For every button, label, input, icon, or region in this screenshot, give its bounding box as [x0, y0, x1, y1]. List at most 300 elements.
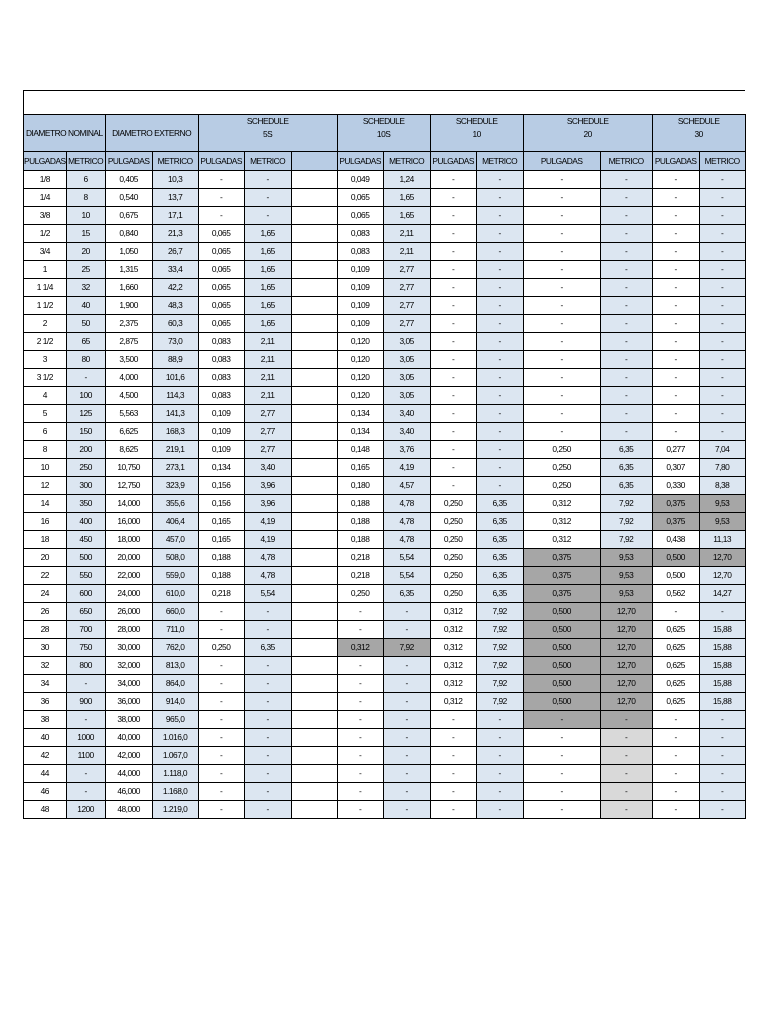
cell-sch5s-metrico: - [244, 765, 291, 783]
cell-sch20-metrico: - [600, 297, 652, 315]
subheader-metrico: METRICO [244, 152, 291, 171]
cell-nominal-metrico: 6 [66, 171, 105, 189]
cell-externo-pulgadas: 6,625 [105, 423, 152, 441]
cell-sch10-pulgadas: - [430, 459, 476, 477]
spacer-cell [291, 333, 337, 351]
cell-externo-metrico: 168,3 [152, 423, 198, 441]
cell-sch5s-metrico: - [244, 603, 291, 621]
cell-nominal-pulgadas: 34 [24, 675, 67, 693]
cell-sch30-pulgadas: - [652, 297, 699, 315]
cell-externo-pulgadas: 1,315 [105, 261, 152, 279]
cell-sch5s-pulgadas: - [198, 783, 244, 801]
cell-externo-pulgadas: 0,840 [105, 225, 152, 243]
cell-sch5s-metrico: - [244, 729, 291, 747]
schedule-label: SCHEDULE [362, 116, 405, 126]
cell-externo-metrico: 1.067,0 [152, 747, 198, 765]
cell-sch10s-metrico: 5,54 [383, 567, 430, 585]
cell-sch5s-pulgadas: - [198, 189, 244, 207]
cell-nominal-metrico: - [66, 711, 105, 729]
cell-sch5s-pulgadas: 0,188 [198, 549, 244, 567]
cell-sch30-pulgadas: 0,625 [652, 675, 699, 693]
cell-sch20-pulgadas: - [523, 801, 600, 819]
cell-nominal-pulgadas: 16 [24, 513, 67, 531]
cell-sch10-metrico: 6,35 [476, 549, 523, 567]
cell-sch10s-pulgadas: 0,188 [337, 531, 383, 549]
cell-sch20-pulgadas: - [523, 405, 600, 423]
table-row [24, 297, 746, 315]
cell-sch30-metrico: 7,80 [699, 459, 745, 477]
cell-sch20-metrico: 12,70 [600, 693, 652, 711]
cell-sch10s-pulgadas: 0,049 [337, 171, 383, 189]
cell-externo-metrico: 1.016,0 [152, 729, 198, 747]
cell-nominal-pulgadas: 42 [24, 747, 67, 765]
cell-sch10-metrico: 7,92 [476, 693, 523, 711]
subheader-metrico: METRICO [476, 152, 523, 171]
cell-sch10s-pulgadas: 0,120 [337, 333, 383, 351]
cell-sch20-pulgadas: 0,500 [523, 603, 600, 621]
cell-sch10-pulgadas: - [430, 171, 476, 189]
cell-sch10-metrico: 7,92 [476, 657, 523, 675]
cell-nominal-metrico: - [66, 765, 105, 783]
cell-externo-metrico: 406,4 [152, 513, 198, 531]
cell-sch5s-pulgadas: - [198, 657, 244, 675]
cell-externo-pulgadas: 0,675 [105, 207, 152, 225]
cell-sch5s-metrico: 2,11 [244, 333, 291, 351]
cell-nominal-metrico: 150 [66, 423, 105, 441]
schedule-number: 10 [472, 129, 481, 140]
spacer-cell [291, 621, 337, 639]
cell-sch10-metrico: - [476, 333, 523, 351]
cell-sch10-pulgadas: 0,250 [430, 567, 476, 585]
cell-sch20-pulgadas: - [523, 351, 600, 369]
cell-nominal-metrico: 10 [66, 207, 105, 225]
cell-sch30-metrico: 15,88 [699, 621, 745, 639]
cell-sch5s-metrico: 4,78 [244, 549, 291, 567]
cell-sch5s-pulgadas: - [198, 747, 244, 765]
cell-sch20-metrico: - [600, 387, 652, 405]
cell-sch10-pulgadas: 0,250 [430, 513, 476, 531]
cell-sch5s-pulgadas: - [198, 729, 244, 747]
cell-sch10s-metrico: - [383, 657, 430, 675]
spacer-cell [291, 459, 337, 477]
cell-sch10-pulgadas: - [430, 261, 476, 279]
cell-externo-metrico: 48,3 [152, 297, 198, 315]
table-row [24, 513, 746, 531]
cell-sch10s-pulgadas: 0,120 [337, 369, 383, 387]
cell-sch10-metrico: - [476, 207, 523, 225]
cell-sch5s-pulgadas: 0,156 [198, 477, 244, 495]
cell-externo-pulgadas: 26,000 [105, 603, 152, 621]
cell-sch5s-metrico: - [244, 747, 291, 765]
cell-externo-metrico: 508,0 [152, 549, 198, 567]
cell-sch5s-pulgadas: 0,065 [198, 297, 244, 315]
cell-sch10-metrico: 6,35 [476, 567, 523, 585]
subheader-pulgadas: PULGADAS [198, 152, 244, 171]
cell-sch10-pulgadas: - [430, 441, 476, 459]
cell-sch5s-metrico: 2,77 [244, 441, 291, 459]
cell-sch5s-pulgadas: 0,109 [198, 441, 244, 459]
cell-sch10s-metrico: - [383, 693, 430, 711]
spacer-cell [291, 225, 337, 243]
cell-sch30-metrico: - [699, 747, 745, 765]
cell-sch10-metrico: - [476, 747, 523, 765]
cell-sch30-pulgadas: 0,500 [652, 549, 699, 567]
table-row [24, 225, 746, 243]
cell-sch5s-pulgadas: 0,083 [198, 387, 244, 405]
cell-externo-metrico: 273,1 [152, 459, 198, 477]
cell-sch5s-metrico: - [244, 675, 291, 693]
cell-sch10s-pulgadas: - [337, 747, 383, 765]
cell-sch10s-pulgadas: - [337, 657, 383, 675]
cell-nominal-metrico: 300 [66, 477, 105, 495]
cell-sch20-metrico: 12,70 [600, 657, 652, 675]
spacer-cell [291, 495, 337, 513]
cell-sch20-metrico: - [600, 765, 652, 783]
cell-sch5s-metrico: 2,11 [244, 387, 291, 405]
cell-sch5s-metrico: 3,96 [244, 477, 291, 495]
cell-nominal-metrico: 700 [66, 621, 105, 639]
cell-sch5s-metrico: - [244, 801, 291, 819]
table-row [24, 405, 746, 423]
cell-sch5s-pulgadas: 0,218 [198, 585, 244, 603]
subheader-metrico: METRICO [152, 152, 198, 171]
spacer-cell [291, 801, 337, 819]
cell-sch10-pulgadas: - [430, 189, 476, 207]
cell-sch5s-pulgadas: 0,083 [198, 369, 244, 387]
cell-sch10s-metrico: 2,77 [383, 279, 430, 297]
sheet-top-border [23, 90, 745, 115]
cell-sch5s-metrico: 1,65 [244, 261, 291, 279]
table-row [24, 531, 746, 549]
cell-externo-pulgadas: 46,000 [105, 783, 152, 801]
table-row [24, 711, 746, 729]
cell-sch20-metrico: 12,70 [600, 639, 652, 657]
cell-nominal-pulgadas: 48 [24, 801, 67, 819]
cell-externo-metrico: 762,0 [152, 639, 198, 657]
cell-sch10-metrico: - [476, 477, 523, 495]
cell-sch5s-metrico: 1,65 [244, 297, 291, 315]
cell-sch20-pulgadas: 0,500 [523, 639, 600, 657]
schedule-number: 10S [376, 129, 391, 140]
cell-externo-metrico: 914,0 [152, 693, 198, 711]
cell-sch5s-pulgadas: 0,165 [198, 531, 244, 549]
spacer-cell [291, 189, 337, 207]
cell-sch30-metrico: 15,88 [699, 639, 745, 657]
cell-sch30-metrico: - [699, 261, 745, 279]
cell-externo-pulgadas: 48,000 [105, 801, 152, 819]
spacer-cell [291, 747, 337, 765]
cell-sch20-metrico: - [600, 333, 652, 351]
cell-sch10s-pulgadas: 0,188 [337, 495, 383, 513]
cell-sch10-metrico: - [476, 711, 523, 729]
cell-sch10-metrico: - [476, 351, 523, 369]
cell-externo-pulgadas: 16,000 [105, 513, 152, 531]
cell-sch20-metrico: - [600, 729, 652, 747]
cell-sch5s-metrico: 1,65 [244, 315, 291, 333]
cell-externo-metrico: 965,0 [152, 711, 198, 729]
cell-sch30-metrico: - [699, 711, 745, 729]
cell-sch20-pulgadas: - [523, 189, 600, 207]
cell-nominal-pulgadas: 3 1/2 [24, 369, 67, 387]
cell-sch20-pulgadas: - [523, 243, 600, 261]
cell-sch5s-metrico: 3,96 [244, 495, 291, 513]
header-diametro-nominal: DIAMETRO NOMINAL [24, 115, 106, 152]
table-row [24, 189, 746, 207]
cell-sch5s-metrico: - [244, 783, 291, 801]
cell-nominal-pulgadas: 1 [24, 261, 67, 279]
cell-nominal-metrico: - [66, 369, 105, 387]
cell-nominal-pulgadas: 2 1/2 [24, 333, 67, 351]
cell-sch30-metrico: 15,88 [699, 693, 745, 711]
cell-nominal-metrico: 15 [66, 225, 105, 243]
cell-nominal-metrico: 20 [66, 243, 105, 261]
cell-sch10-pulgadas: - [430, 423, 476, 441]
cell-externo-metrico: 88,9 [152, 351, 198, 369]
cell-sch20-pulgadas: - [523, 783, 600, 801]
schedule-number: 5S [263, 129, 273, 140]
table-row [24, 693, 746, 711]
spacer-cell [291, 765, 337, 783]
cell-nominal-metrico: 32 [66, 279, 105, 297]
cell-nominal-pulgadas: 1/8 [24, 171, 67, 189]
cell-nominal-pulgadas: 36 [24, 693, 67, 711]
cell-nominal-metrico: 25 [66, 261, 105, 279]
header-schedule-20 [523, 115, 652, 152]
table-row [24, 423, 746, 441]
cell-sch30-metrico: - [699, 225, 745, 243]
cell-externo-pulgadas: 40,000 [105, 729, 152, 747]
cell-sch30-metrico: - [699, 189, 745, 207]
table-row [24, 459, 746, 477]
cell-sch20-metrico: 7,92 [600, 531, 652, 549]
cell-sch20-pulgadas: - [523, 333, 600, 351]
cell-sch20-metrico: - [600, 171, 652, 189]
cell-sch20-pulgadas: 0,375 [523, 567, 600, 585]
cell-sch10s-pulgadas: 0,250 [337, 585, 383, 603]
cell-sch20-pulgadas: 0,250 [523, 459, 600, 477]
cell-sch5s-pulgadas: 0,156 [198, 495, 244, 513]
cell-externo-metrico: 21,3 [152, 225, 198, 243]
spacer-cell [291, 243, 337, 261]
cell-sch30-pulgadas: 0,375 [652, 495, 699, 513]
cell-sch10-metrico: 6,35 [476, 585, 523, 603]
cell-sch30-metrico: - [699, 801, 745, 819]
cell-sch5s-pulgadas: - [198, 675, 244, 693]
cell-externo-metrico: 457,0 [152, 531, 198, 549]
cell-sch30-pulgadas: - [652, 369, 699, 387]
cell-sch5s-metrico: 2,77 [244, 423, 291, 441]
cell-sch30-pulgadas: - [652, 747, 699, 765]
cell-nominal-pulgadas: 24 [24, 585, 67, 603]
subheader-pulgadas: PULGADAS [430, 152, 476, 171]
cell-nominal-metrico: 50 [66, 315, 105, 333]
cell-sch10-pulgadas: - [430, 747, 476, 765]
cell-sch30-pulgadas: - [652, 315, 699, 333]
cell-externo-metrico: 864,0 [152, 675, 198, 693]
cell-sch10-metrico: 6,35 [476, 495, 523, 513]
cell-sch20-pulgadas: - [523, 369, 600, 387]
cell-sch30-pulgadas: - [652, 729, 699, 747]
cell-sch10s-pulgadas: 0,148 [337, 441, 383, 459]
cell-nominal-metrico: 550 [66, 567, 105, 585]
cell-sch10-pulgadas: - [430, 333, 476, 351]
cell-sch30-pulgadas: - [652, 261, 699, 279]
spacer-cell [291, 207, 337, 225]
cell-nominal-pulgadas: 1/4 [24, 189, 67, 207]
cell-sch10-metrico: - [476, 801, 523, 819]
cell-sch10-pulgadas: - [430, 729, 476, 747]
cell-sch10s-pulgadas: 0,120 [337, 387, 383, 405]
cell-sch10s-pulgadas: 0,083 [337, 243, 383, 261]
cell-externo-pulgadas: 5,563 [105, 405, 152, 423]
cell-sch10-pulgadas: - [430, 297, 476, 315]
cell-sch10-metrico: - [476, 441, 523, 459]
cell-sch30-pulgadas: - [652, 207, 699, 225]
cell-sch5s-metrico: 4,19 [244, 531, 291, 549]
cell-externo-metrico: 10,3 [152, 171, 198, 189]
cell-sch10s-metrico: 4,57 [383, 477, 430, 495]
cell-sch20-metrico: - [600, 801, 652, 819]
cell-nominal-pulgadas: 38 [24, 711, 67, 729]
cell-nominal-metrico: 1000 [66, 729, 105, 747]
cell-externo-metrico: 1.118,0 [152, 765, 198, 783]
cell-nominal-metrico: 125 [66, 405, 105, 423]
cell-sch5s-pulgadas: - [198, 693, 244, 711]
spacer-cell [291, 369, 337, 387]
cell-sch5s-pulgadas: 0,109 [198, 405, 244, 423]
spacer-cell [291, 549, 337, 567]
cell-sch10s-pulgadas: - [337, 621, 383, 639]
cell-nominal-metrico: 65 [66, 333, 105, 351]
spacer-cell [291, 567, 337, 585]
cell-sch30-pulgadas: 0,625 [652, 621, 699, 639]
cell-sch30-pulgadas: - [652, 351, 699, 369]
spacer-cell [291, 477, 337, 495]
table-body [24, 171, 746, 819]
cell-externo-metrico: 559,0 [152, 567, 198, 585]
subheader-empty [291, 152, 337, 171]
cell-nominal-metrico: 750 [66, 639, 105, 657]
subheader-pulgadas: PULGADAS [24, 152, 67, 171]
cell-nominal-metrico: 400 [66, 513, 105, 531]
cell-sch5s-pulgadas: 0,065 [198, 243, 244, 261]
cell-sch20-metrico: - [600, 369, 652, 387]
cell-sch10-pulgadas: - [430, 801, 476, 819]
cell-sch20-metrico: 7,92 [600, 495, 652, 513]
cell-sch30-pulgadas: 0,625 [652, 693, 699, 711]
cell-sch30-pulgadas: 0,330 [652, 477, 699, 495]
cell-nominal-pulgadas: 40 [24, 729, 67, 747]
cell-sch20-metrico: - [600, 261, 652, 279]
cell-sch30-pulgadas: - [652, 423, 699, 441]
cell-nominal-pulgadas: 18 [24, 531, 67, 549]
cell-sch5s-metrico: 4,19 [244, 513, 291, 531]
cell-sch10s-pulgadas: 0,134 [337, 423, 383, 441]
spacer-cell [291, 441, 337, 459]
cell-nominal-metrico: 250 [66, 459, 105, 477]
cell-nominal-pulgadas: 32 [24, 657, 67, 675]
cell-sch20-metrico: 9,53 [600, 549, 652, 567]
cell-sch10-pulgadas: - [430, 315, 476, 333]
cell-sch10-pulgadas: - [430, 783, 476, 801]
cell-sch10-pulgadas: - [430, 711, 476, 729]
schedule-number: 20 [583, 129, 592, 140]
cell-sch10-metrico: - [476, 243, 523, 261]
cell-sch30-metrico: - [699, 765, 745, 783]
table-row [24, 567, 746, 585]
cell-sch10-metrico: 7,92 [476, 603, 523, 621]
cell-sch30-metrico: - [699, 423, 745, 441]
spacer-cell [291, 657, 337, 675]
cell-sch20-metrico: - [600, 207, 652, 225]
cell-nominal-metrico: - [66, 783, 105, 801]
cell-externo-pulgadas: 34,000 [105, 675, 152, 693]
cell-sch10-metrico: 6,35 [476, 513, 523, 531]
cell-sch10s-metrico: - [383, 801, 430, 819]
cell-sch30-pulgadas: - [652, 171, 699, 189]
cell-sch10-pulgadas: - [430, 243, 476, 261]
cell-sch10-metrico: - [476, 189, 523, 207]
cell-sch10-metrico: 6,35 [476, 531, 523, 549]
spacer-cell [291, 351, 337, 369]
spacer-cell [291, 675, 337, 693]
cell-sch30-pulgadas: - [652, 333, 699, 351]
table-row [24, 747, 746, 765]
cell-sch20-pulgadas: - [523, 207, 600, 225]
cell-sch20-pulgadas: - [523, 765, 600, 783]
cell-externo-pulgadas: 8,625 [105, 441, 152, 459]
cell-sch30-pulgadas: - [652, 765, 699, 783]
cell-sch10s-metrico: - [383, 675, 430, 693]
cell-nominal-pulgadas: 8 [24, 441, 67, 459]
cell-sch20-metrico: 12,70 [600, 621, 652, 639]
cell-externo-metrico: 323,9 [152, 477, 198, 495]
cell-sch10-metrico: - [476, 315, 523, 333]
cell-sch30-metrico: 15,88 [699, 657, 745, 675]
cell-externo-pulgadas: 1,900 [105, 297, 152, 315]
cell-externo-pulgadas: 28,000 [105, 621, 152, 639]
cell-externo-pulgadas: 24,000 [105, 585, 152, 603]
cell-sch10s-metrico: 4,19 [383, 459, 430, 477]
cell-sch10s-metrico: 4,78 [383, 513, 430, 531]
table-row [24, 369, 746, 387]
cell-sch30-pulgadas: 0,307 [652, 459, 699, 477]
table-row [24, 315, 746, 333]
cell-sch30-metrico: - [699, 333, 745, 351]
cell-sch10s-pulgadas: 0,188 [337, 513, 383, 531]
table-row [24, 621, 746, 639]
cell-externo-metrico: 813,0 [152, 657, 198, 675]
cell-nominal-pulgadas: 2 [24, 315, 67, 333]
table-row [24, 639, 746, 657]
cell-sch10s-pulgadas: 0,083 [337, 225, 383, 243]
cell-nominal-metrico: 450 [66, 531, 105, 549]
table-row [24, 549, 746, 567]
cell-nominal-metrico: 1100 [66, 747, 105, 765]
cell-sch10s-pulgadas: 0,065 [337, 189, 383, 207]
spacer-cell [291, 315, 337, 333]
cell-sch10-metrico: - [476, 423, 523, 441]
cell-externo-pulgadas: 44,000 [105, 765, 152, 783]
cell-externo-pulgadas: 20,000 [105, 549, 152, 567]
cell-nominal-metrico: 100 [66, 387, 105, 405]
cell-nominal-pulgadas: 28 [24, 621, 67, 639]
cell-sch30-metrico: - [699, 783, 745, 801]
cell-sch30-metrico: 7,04 [699, 441, 745, 459]
schedule-label: SCHEDULE [246, 116, 289, 126]
cell-sch10s-pulgadas: 0,218 [337, 567, 383, 585]
cell-sch5s-pulgadas: - [198, 207, 244, 225]
